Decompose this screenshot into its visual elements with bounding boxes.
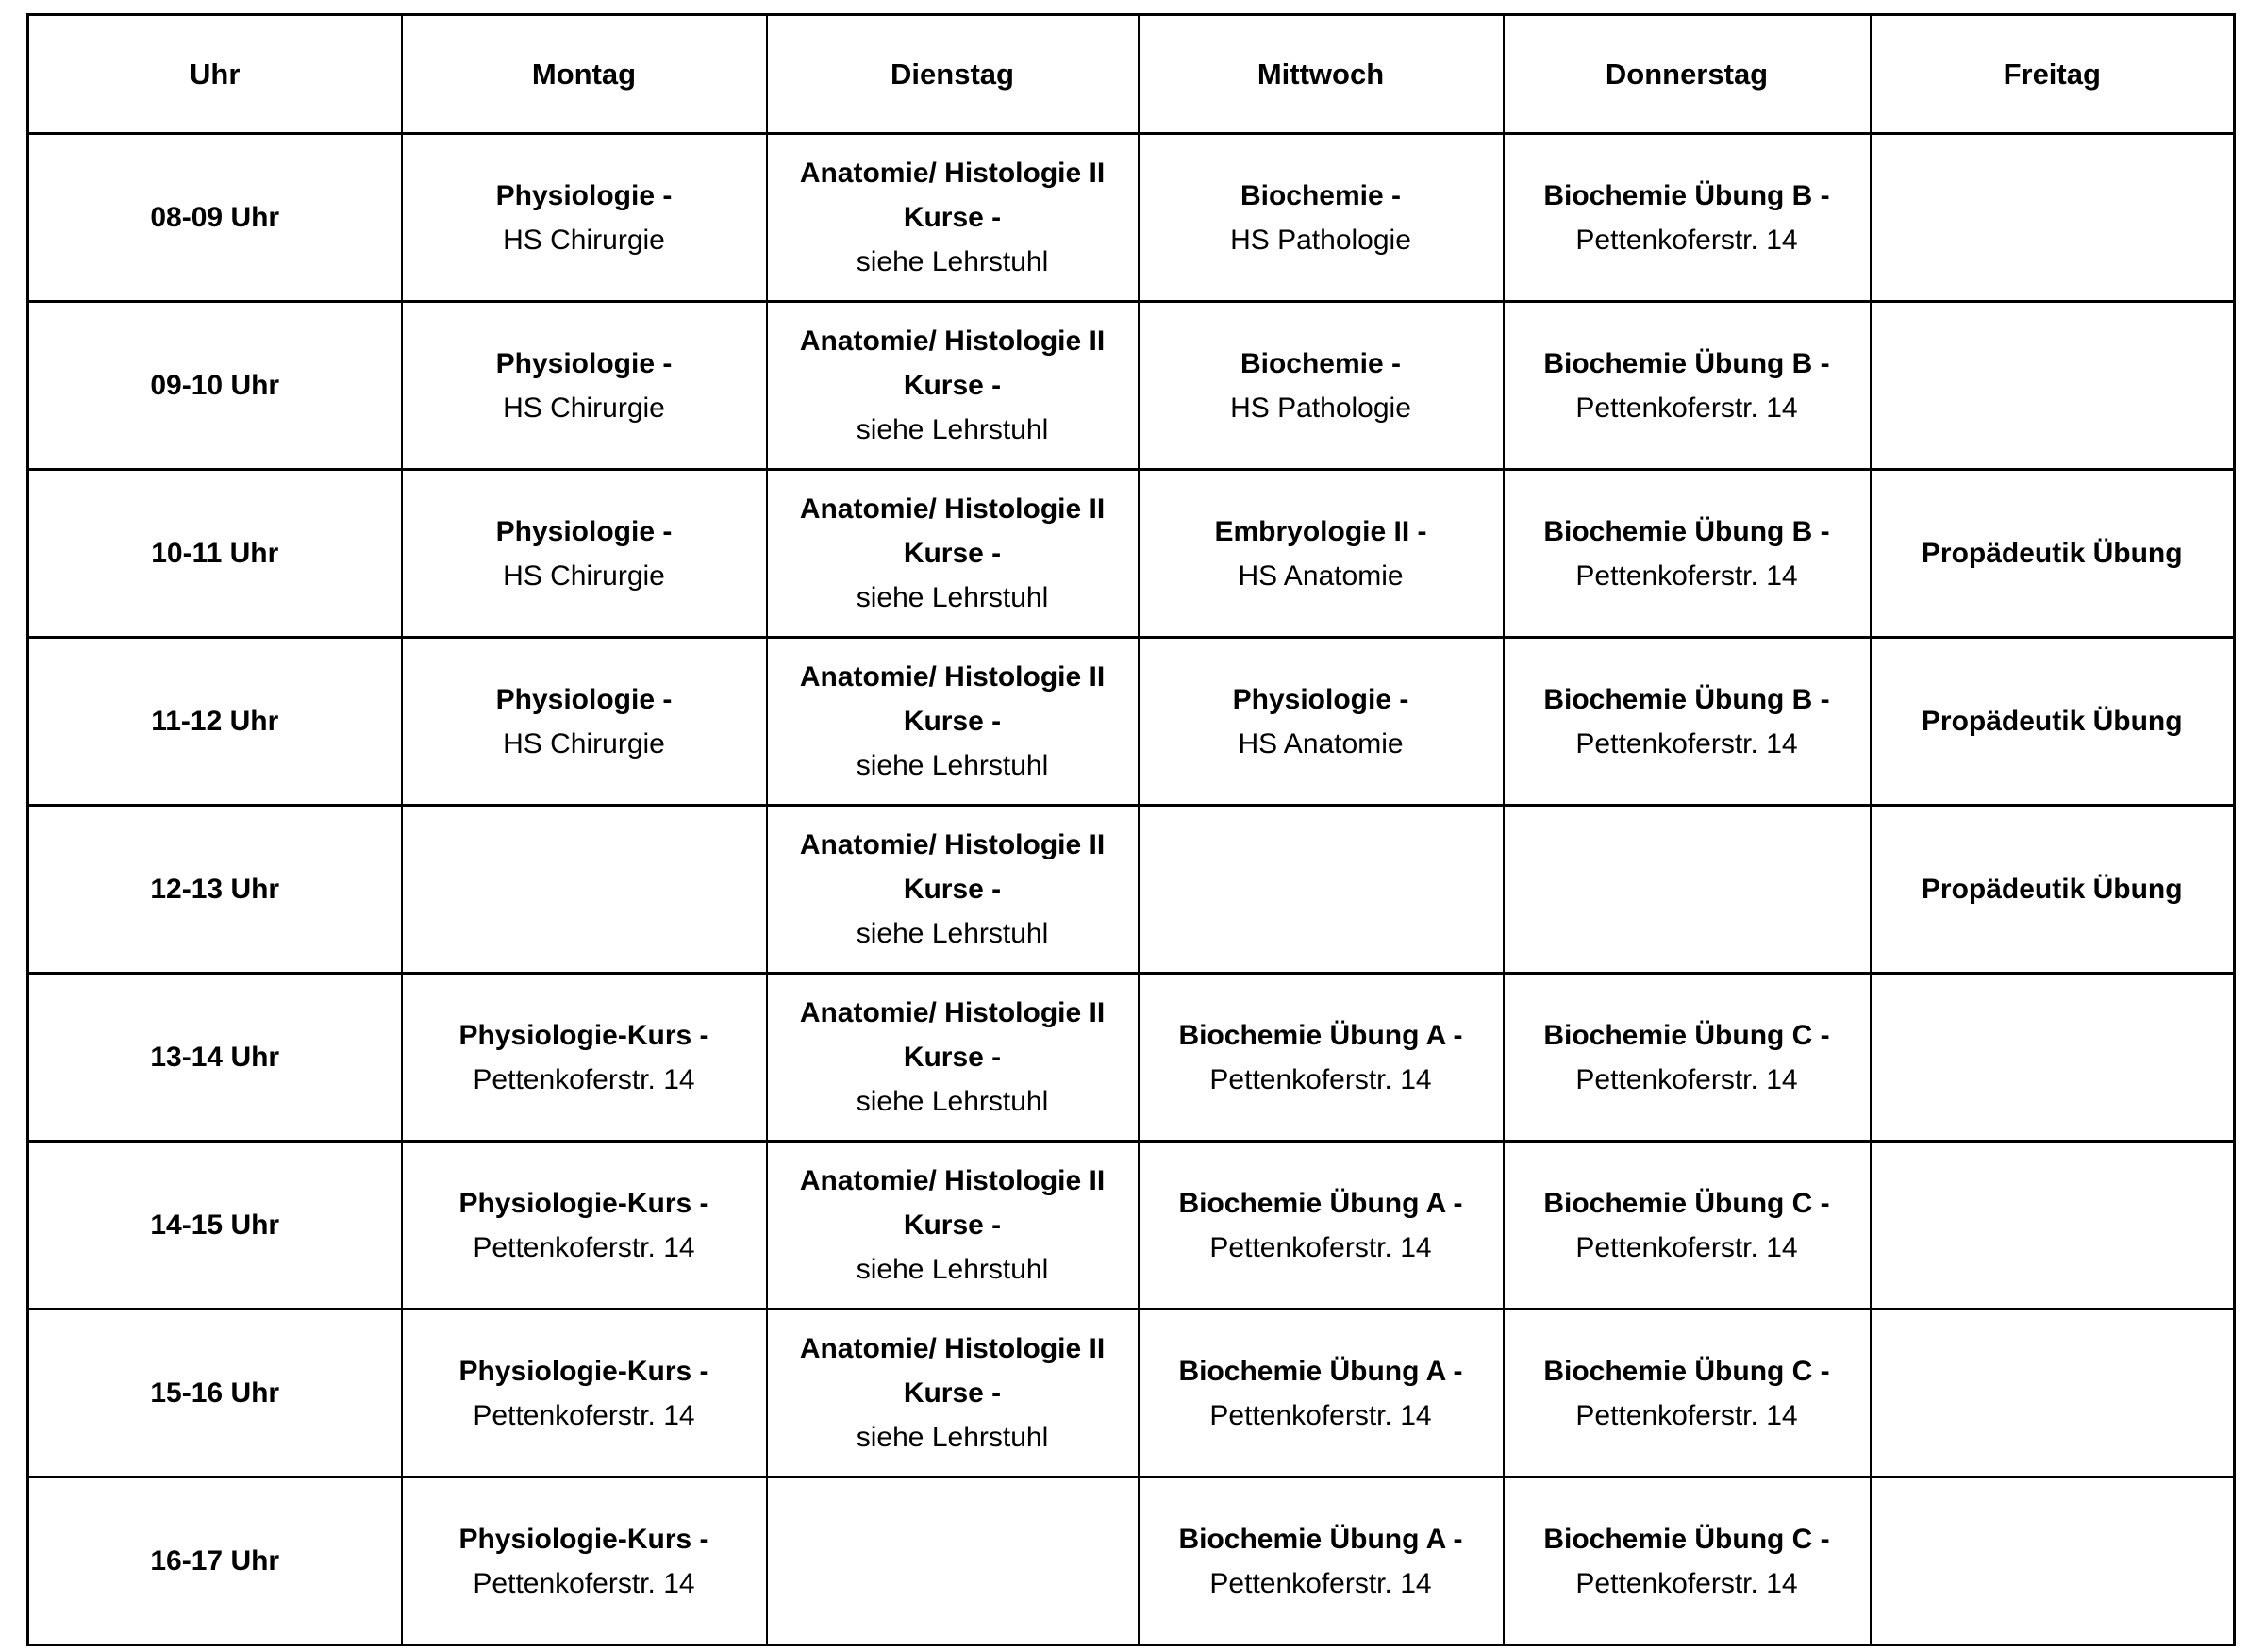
course-title: Physiologie - <box>1232 683 1409 715</box>
course-location: Pettenkoferstr. 14 <box>1209 1063 1432 1095</box>
timetable-cell <box>1871 1310 2235 1477</box>
course-location: Pettenkoferstr. 14 <box>473 1231 695 1263</box>
table-row <box>28 1477 2235 1645</box>
course-location: Pettenkoferstr. 14 <box>473 1567 695 1599</box>
table-row <box>28 470 2235 638</box>
course-title: Anatomie/ Histologie II <box>799 829 1106 860</box>
timetable-cell <box>402 302 767 470</box>
course-title: Kurse - <box>903 370 1002 401</box>
course-location: Pettenkoferstr. 14 <box>1209 1399 1432 1431</box>
timetable-cell <box>1504 638 1871 806</box>
header-cell-uhr: Uhr <box>28 15 402 134</box>
course-title: Biochemie Übung C - <box>1543 1019 1830 1051</box>
course-title: Biochemie - <box>1240 347 1402 379</box>
course-title: Kurse - <box>903 1377 1002 1409</box>
timetable-cell <box>767 974 1139 1142</box>
timetable-cell <box>1871 1477 2235 1645</box>
timetable-cell <box>767 1142 1139 1310</box>
timetable-cell <box>1504 974 1871 1142</box>
course-location: HS Anatomie <box>1238 559 1404 592</box>
course-location: siehe Lehrstuhl <box>856 414 1049 445</box>
course-title: Biochemie Übung B - <box>1543 683 1830 715</box>
course-location: Pettenkoferstr. 14 <box>1575 559 1798 592</box>
timetable-cell <box>1139 974 1504 1142</box>
course-title: Anatomie/ Histologie II <box>799 1333 1106 1364</box>
header-cell-dienstag: Dienstag <box>767 15 1139 134</box>
course-location: siehe Lehrstuhl <box>856 582 1049 613</box>
course-location: Pettenkoferstr. 14 <box>1575 224 1798 256</box>
time-cell: 16-17 Uhr <box>28 1477 402 1645</box>
course-title: Physiologie-Kurs - <box>458 1355 709 1387</box>
course-title: Kurse - <box>903 1210 1002 1241</box>
time-cell: 08-09 Uhr <box>28 134 402 302</box>
course-title: Propädeutik Übung <box>1921 538 2183 569</box>
table-row <box>28 1310 2235 1477</box>
course-title: Biochemie Übung C - <box>1543 1523 1830 1555</box>
timetable-cell <box>767 638 1139 806</box>
timetable-cell <box>1504 806 1871 974</box>
timetable-cell <box>1871 974 2235 1142</box>
timetable <box>26 13 2236 1646</box>
course-location: Pettenkoferstr. 14 <box>1575 1567 1798 1599</box>
header-cell-montag: Montag <box>402 15 767 134</box>
table-row <box>28 638 2235 806</box>
course-location: siehe Lehrstuhl <box>856 918 1049 949</box>
timetable-cell <box>1139 470 1504 638</box>
course-location: HS Anatomie <box>1238 727 1404 759</box>
timetable-cell <box>1139 1142 1504 1310</box>
course-title: Anatomie/ Histologie II <box>799 997 1106 1028</box>
course-title: Biochemie Übung A - <box>1178 1187 1463 1219</box>
course-location: Pettenkoferstr. 14 <box>1575 392 1798 424</box>
course-location: siehe Lehrstuhl <box>856 1254 1049 1285</box>
timetable-cell <box>402 1477 767 1645</box>
course-location: siehe Lehrstuhl <box>856 1422 1049 1453</box>
timetable-cell <box>1504 470 1871 638</box>
course-title: Biochemie Übung B - <box>1543 347 1830 379</box>
course-title: Embryologie II - <box>1214 515 1427 547</box>
course-title: Anatomie/ Histologie II <box>799 661 1106 693</box>
time-cell: 15-16 Uhr <box>28 1310 402 1477</box>
course-title: Kurse - <box>903 538 1002 569</box>
course-location: siehe Lehrstuhl <box>856 750 1049 781</box>
course-location: Pettenkoferstr. 14 <box>473 1063 695 1095</box>
time-cell: 11-12 Uhr <box>28 638 402 806</box>
timetable-cell <box>1139 302 1504 470</box>
timetable-cell <box>767 302 1139 470</box>
timetable-cell <box>767 1310 1139 1477</box>
course-location: siehe Lehrstuhl <box>856 1086 1049 1117</box>
course-title: Biochemie Übung C - <box>1543 1187 1830 1219</box>
course-title: Biochemie Übung C - <box>1543 1355 1830 1387</box>
course-title: Physiologie-Kurs - <box>458 1019 709 1051</box>
course-location: HS Pathologie <box>1230 224 1411 256</box>
time-cell: 12-13 Uhr <box>28 806 402 974</box>
timetable-cell <box>402 470 767 638</box>
timetable-cell <box>402 1310 767 1477</box>
course-location: Pettenkoferstr. 14 <box>1209 1567 1432 1599</box>
course-title: Kurse - <box>903 874 1002 905</box>
course-title: Anatomie/ Histologie II <box>799 493 1106 525</box>
timetable-cell <box>1871 1142 2235 1310</box>
timetable-cell <box>1504 1310 1871 1477</box>
course-location: HS Chirurgie <box>503 727 665 759</box>
timetable-cell <box>1871 134 2235 302</box>
course-location: Pettenkoferstr. 14 <box>1575 1231 1798 1263</box>
time-cell: 13-14 Uhr <box>28 974 402 1142</box>
timetable-cell <box>1504 134 1871 302</box>
course-title: Biochemie Übung A - <box>1178 1355 1463 1387</box>
course-title: Kurse - <box>903 202 1002 233</box>
course-title: Biochemie - <box>1240 179 1402 211</box>
timetable-cell <box>1871 470 2235 638</box>
course-title: Physiologie - <box>495 683 673 715</box>
course-location: Pettenkoferstr. 14 <box>473 1399 695 1431</box>
timetable-cell <box>1139 134 1504 302</box>
course-location: Pettenkoferstr. 14 <box>1575 727 1798 759</box>
course-location: HS Chirurgie <box>503 559 665 592</box>
time-cell: 10-11 Uhr <box>28 470 402 638</box>
timetable-cell <box>1871 638 2235 806</box>
timetable-cell <box>1504 1142 1871 1310</box>
course-title: Anatomie/ Histologie II <box>799 325 1106 357</box>
timetable-cell <box>1871 302 2235 470</box>
timetable-cell <box>402 134 767 302</box>
table-row <box>28 806 2235 974</box>
header-cell-mittwoch: Mittwoch <box>1139 15 1504 134</box>
course-location: Pettenkoferstr. 14 <box>1575 1399 1798 1431</box>
course-title: Physiologie - <box>495 515 673 547</box>
course-location: Pettenkoferstr. 14 <box>1575 1063 1798 1095</box>
course-title: Propädeutik Übung <box>1921 874 2183 905</box>
timetable-cell <box>402 1142 767 1310</box>
table-row <box>28 302 2235 470</box>
timetable-cell <box>1504 1477 1871 1645</box>
timetable-body <box>28 134 2235 1645</box>
table-row <box>28 1142 2235 1310</box>
timetable-cell <box>1139 1310 1504 1477</box>
course-title: Biochemie Übung B - <box>1543 515 1830 547</box>
course-title: Kurse - <box>903 706 1002 737</box>
timetable-cell <box>402 806 767 974</box>
header-row <box>28 15 2235 134</box>
timetable-cell <box>1139 806 1504 974</box>
course-title: Biochemie Übung A - <box>1178 1019 1463 1051</box>
course-title: Physiologie - <box>495 347 673 379</box>
course-title: Kurse - <box>903 1042 1002 1073</box>
timetable-cell <box>402 638 767 806</box>
timetable-cell <box>767 134 1139 302</box>
timetable-cell <box>1504 302 1871 470</box>
timetable-cell <box>767 470 1139 638</box>
timetable-cell <box>402 974 767 1142</box>
table-row <box>28 134 2235 302</box>
course-title: Anatomie/ Histologie II <box>799 1165 1106 1196</box>
timetable-cell <box>767 806 1139 974</box>
course-title: Anatomie/ Histologie II <box>799 158 1106 189</box>
header-cell-donnerstag: Donnerstag <box>1504 15 1871 134</box>
course-location: siehe Lehrstuhl <box>856 246 1049 277</box>
course-title: Biochemie Übung B - <box>1543 179 1830 211</box>
course-title: Biochemie Übung A - <box>1178 1523 1463 1555</box>
course-location: HS Chirurgie <box>503 224 665 256</box>
timetable-cell <box>1139 638 1504 806</box>
time-cell: 14-15 Uhr <box>28 1142 402 1310</box>
course-location: HS Chirurgie <box>503 392 665 424</box>
course-location: HS Pathologie <box>1230 392 1411 424</box>
course-title: Physiologie-Kurs - <box>458 1187 709 1219</box>
course-title: Propädeutik Übung <box>1921 706 2183 737</box>
course-location: Pettenkoferstr. 14 <box>1209 1231 1432 1263</box>
table-row <box>28 974 2235 1142</box>
time-cell: 09-10 Uhr <box>28 302 402 470</box>
timetable-cell <box>1871 806 2235 974</box>
timetable-cell <box>1139 1477 1504 1645</box>
header-cell-freitag: Freitag <box>1871 15 2235 134</box>
course-title: Physiologie - <box>495 179 673 211</box>
timetable-cell <box>767 1477 1139 1645</box>
course-title: Physiologie-Kurs - <box>458 1523 709 1555</box>
